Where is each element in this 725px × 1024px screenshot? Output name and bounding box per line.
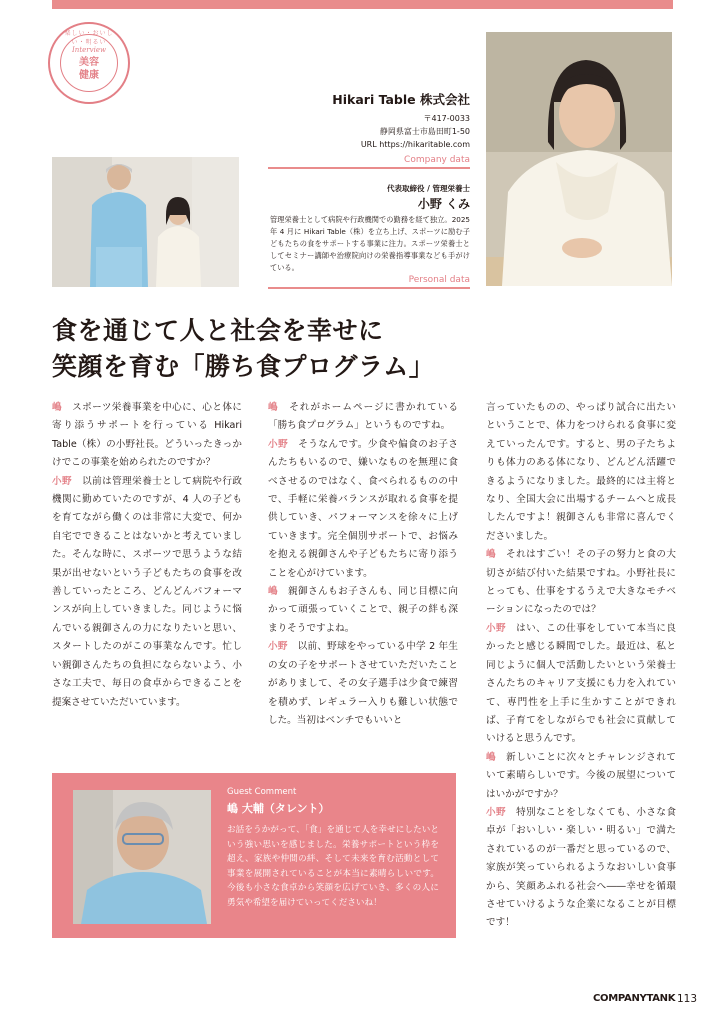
article-column-3	[486, 399, 676, 933]
paragraph-text: そうなんです。少食や偏食のお子さんたちもいるので、嫌いなものを無理に食べさせるのではなく、食べられるものの中で、手軽に栄養バランスが取れる食事を提供していき、パフォーマンスを徐々に上げていきます。完全個別サポートで、お悩みを抱える親御さんや子どもたちに寄り添うことを心がけています。	[268, 438, 459, 579]
paragraph-text: それはすごい！その子の努力と食の大切さが結び付いた結果ですね。小野社長にとっても、仕事をするうえで大きなモチベーションになったのでは？	[486, 549, 677, 616]
portrait-photo	[486, 32, 672, 286]
paragraph-text: 以前、野球をやっている中学 2 年生の女の子をサポートさせていただいたことがありまして、その女子選手は少食で練習を積めず、レギュラー入りも難しい状態でした。当初はベンチでもいいと	[268, 641, 459, 726]
badge-category-line2: 健康	[79, 70, 99, 81]
representative-role: 代表取締役 / 管理栄養士	[387, 184, 470, 193]
top-accent-bar	[52, 0, 673, 9]
article-column-1	[52, 399, 242, 712]
company-address: 静岡県富士市島田町1-50	[379, 127, 470, 136]
paragraph	[268, 399, 458, 436]
badge-interview-label: Interview	[72, 46, 106, 54]
paragraph-text: 新しいことに次々とチャレンジされていて素晴らしいです。今後の展望についてはいかがですか？	[486, 751, 677, 800]
personal-data-label: Personal data	[408, 275, 470, 285]
company-data-rule	[268, 167, 470, 169]
guest-name: 嶋 大輔（タレント）	[227, 802, 330, 815]
headline-line1: 食を通じて人と社会を幸せに	[52, 316, 384, 345]
article-headline	[52, 313, 652, 385]
badge-category	[60, 56, 118, 82]
company-postal: 〒417-0033	[423, 114, 470, 123]
paragraph	[268, 583, 458, 638]
company-url[interactable]: URL https://hikaritable.com	[360, 140, 470, 149]
speaker-label: 小野	[486, 806, 507, 818]
company-contact	[300, 112, 470, 151]
guest-comment-label: Guest Comment	[227, 787, 297, 797]
speaker-label: 嶋	[268, 402, 279, 413]
magazine-brand: COMPANYTANK	[593, 993, 676, 1004]
headline-line2: 笑顔を育む「勝ち食プログラム」	[52, 352, 435, 381]
paragraph	[486, 749, 676, 804]
speaker-label: 小野	[268, 438, 289, 450]
paragraph	[52, 473, 242, 712]
paragraph	[486, 546, 676, 620]
company-data-label: Company data	[404, 155, 470, 165]
paragraph	[268, 436, 458, 583]
speaker-label: 嶋	[52, 402, 63, 413]
speaker-label: 小野	[52, 475, 73, 487]
speaker-label: 小野	[486, 622, 507, 634]
paragraph-text: 言っていたものの、やっぱり試合に出たいということで、体力をつけられる食事に変えていったんです。すると、男の子たちよりも体力のある体になり、どんどん活躍できるようになりました。最終的には主将となり、全国大会に出場するチームへと成長したんですよ！親御さんも非常に喜んでくださいました。	[486, 402, 676, 542]
paragraph-text: 特別なことをしなくても、小さな食卓が「おいしい・楽しい・明るい」で満たされているのが一番だと思っているので、家族が笑っていられるようなおいしい食事から、笑顔あふれる社会へ――幸せを循環させていけるような企業になることが目標です！	[486, 806, 677, 929]
paragraph-text: はい、この仕事をしていて本当に良かったと感じる瞬間でした。最近は、私と同じように個人で活動したいという栄養士さんたちのキャリア支援にも力を入れていて、専門性を上手に生かすことができれば、子育てをしながらでも社会に貢献していけると思うんです。	[486, 622, 677, 745]
paragraph	[268, 638, 458, 730]
representative-bio: 管理栄養士として病院や行政機関での勤務を経て独立。2025 年 4 月に Hikari Table（株）を立ち上げ、スポーツに励む子どもたちの食をサポートする事業に注力。スポーツ栄養士としてセミナー講師や治療院向けの栄養指導事業なども手がけている。	[270, 215, 470, 272]
speaker-label: 嶋	[268, 586, 279, 598]
paragraph	[52, 399, 242, 473]
guest-photo	[73, 790, 211, 924]
guest-comment-text: お話をうかがって、「食」を通じて人を幸せにしたいという強い思いを感じました。栄養サポートという枠を超え、家族や仲間の絆、そして未来を育む活動として事業を展開されていることが本当に素晴らしいです。今後も小さな食卓から笑顔を広げていき、多くの人に勇気や希望を届けていってくださいね！	[227, 825, 439, 908]
speaker-label: 小野	[268, 641, 288, 653]
page-number: 113	[677, 993, 698, 1005]
personal-data-rule	[268, 287, 470, 289]
paragraph-text: 以前は管理栄養士として病院や行政機関に勤めていたのですが、4 人の子どもを育てながら働くのは非常に大変で、何か自宅でできることはないかと考えていました。そんな時に、スポーツで思うような結果が出せないという子どもたちの食事を改善していったところ、どんどんパフォーマンスが向上していきました。同じように悩んでいる親御さんの力になりたいと思い、スタートしたのがこの事業なんです。忙しい親御さんたちの負担にならないよう、小さな工夫で、毎日の食卓からできることを提案させていただいています。	[52, 475, 243, 708]
badge-category-line1: 美容	[79, 57, 99, 68]
paragraph	[486, 620, 676, 749]
speaker-label: 嶋	[486, 751, 497, 763]
company-name: Hikari Table 株式会社	[332, 92, 470, 107]
duo-photo	[52, 157, 239, 287]
paragraph-text: スポーツ栄養事業を中心に、心と体に寄り添うサポートを行っている Hikari Table（株）の小野社長。どういったきっかけでこの事業を始められたのですか？	[52, 402, 242, 469]
representative-name: 小野 くみ	[417, 197, 470, 211]
paragraph	[486, 804, 676, 933]
paragraph	[486, 399, 676, 546]
speaker-label: 嶋	[486, 549, 497, 561]
paragraph-text: それがホームページに書かれている「勝ち食プログラム」というものですね。	[268, 402, 458, 432]
paragraph-text: 親御さんもお子さんも、同じ目標に向かって頑張っていくことで、親子の絆も深まりそうですよね。	[268, 586, 459, 634]
article-column-2	[268, 399, 458, 730]
badge-arc-text: 楽しい・おいしい・明るい	[64, 30, 114, 46]
